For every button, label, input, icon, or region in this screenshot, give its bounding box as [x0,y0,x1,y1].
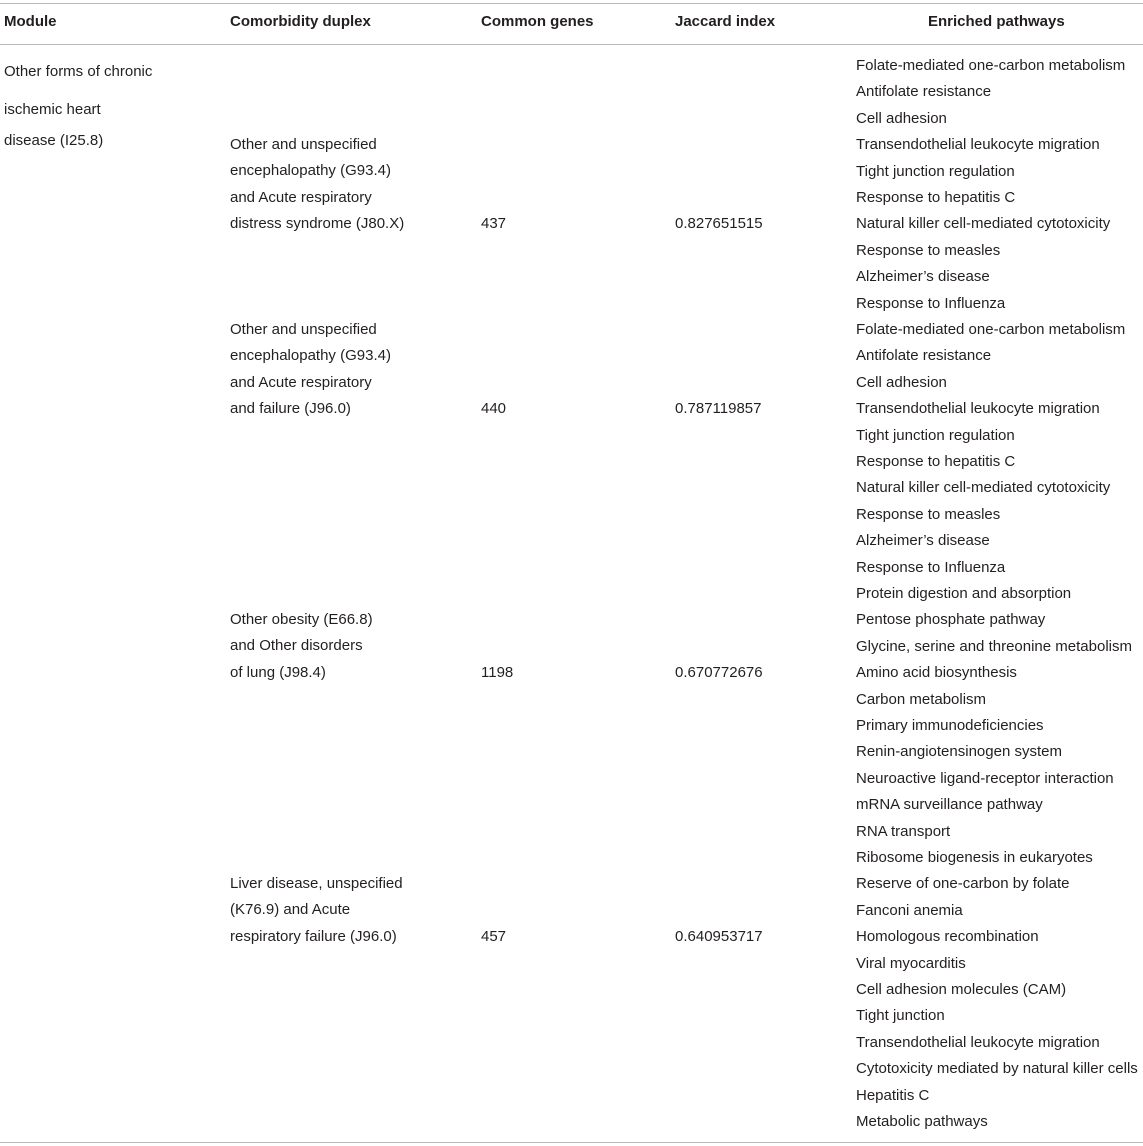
bottom-rule [0,1142,1143,1143]
header-rule [0,44,1143,45]
duplex-line: Liver disease, unspecified [230,875,403,892]
duplex-line: and Acute respiratory [230,373,372,391]
duplex-line: encephalopathy (G93.4) [230,347,391,365]
pathway-item: Transendothelial leukocyte migration [856,136,1100,154]
pathway-item: Viral myocarditis [856,954,966,972]
pathway-item: Tight junction regulation [856,426,1015,444]
pathway-item: Transendothelial leukocyte migration [856,400,1100,418]
pathway-item: Antifolate resistance [856,83,992,101]
pathway-item: Alzheimer’s disease [856,532,990,550]
jaccard-index-value: 0.827651515 [675,215,763,232]
pathway-item: Tight junction [856,1007,945,1025]
pathway-item: Alzheimer’s disease [856,268,990,286]
pathway-item: Metabolic pathways [856,1113,988,1131]
duplex-line: Other obesity (E66.8) [230,611,373,628]
pathway-item: Fanconi anemia [856,901,963,919]
common-genes-value: 437 [481,215,507,232]
duplex-line: and Acute respiratory [230,188,372,206]
duplex-cell [230,871,403,950]
duplex-line: encephalopathy (G93.4) [230,162,391,180]
pathway-item: Amino acid biosynthesis [856,664,1017,682]
pathway-item: Natural killer cell-mediated cytotoxicity [856,215,1111,233]
pathway-item: Homologous recombination [856,928,1039,946]
module-line: disease (I25.8) [4,132,104,149]
pathway-item: Response to hepatitis C [856,453,1016,471]
pathway-item: Response to measles [856,505,1001,523]
jaccard-index-value: 0.640953717 [675,928,763,945]
duplex-line: and Other disorders [230,637,363,655]
pathways-cell [856,317,1125,581]
top-rule [0,3,1143,4]
pathway-item: Hepatitis C [856,1086,930,1104]
duplex-line: Other and unspecified [230,321,377,338]
duplex-cell [230,317,391,423]
pathway-item: Tight junction regulation [856,162,1015,180]
pathway-item: Folate-mediated one-carbon metabolism [856,321,1126,338]
pathway-item: Pentose phosphate pathway [856,611,1046,629]
pathway-item: Folate-mediated one-carbon metabolism [856,57,1126,74]
header-module: Module [4,13,57,30]
common-genes-value: 440 [481,400,507,417]
pathways-cell [856,581,1132,845]
pathway-item: Protein digestion and absorption [856,585,1072,602]
pathway-item: Cell adhesion molecules (CAM) [856,981,1067,999]
pathway-item: Response to hepatitis C [856,189,1016,207]
pathway-item: mRNA surveillance pathway [856,796,1043,814]
header-jaccard-index: Jaccard index [675,13,776,30]
header-common-genes: Common genes [481,13,594,30]
pathway-item: Cell adhesion [856,109,947,127]
duplex-cell [230,607,373,686]
pathway-item: Neuroactive ligand-receptor interaction [856,769,1114,787]
module-line: ischemic heart [4,100,101,118]
pathway-item: Transendothelial leukocyte migration [856,1033,1100,1051]
jaccard-index-value: 0.670772676 [675,664,763,681]
pathway-item: Reserve of one-carbon by folate [856,875,1070,893]
pathway-item: Ribosome biogenesis in eukaryotes [856,849,1093,866]
duplex-line: distress syndrome (J80.X) [230,215,405,233]
pathways-cell [856,845,1138,1135]
duplex-line: of lung (J98.4) [230,663,326,681]
pathway-item: Renin-angiotensinogen system [856,743,1062,761]
pathway-item: Primary immunodeficiencies [856,717,1044,735]
pathway-item: Cytotoxicity mediated by natural killer cells [856,1060,1138,1078]
header-enriched-pathways: Enriched pathways [928,13,1065,30]
pathway-item: Glycine, serine and threonine metabolism [856,637,1132,655]
pathway-item: Response to measles [856,241,1001,259]
duplex-cell [230,132,404,238]
duplex-line: respiratory failure (J96.0) [230,927,397,945]
duplex-line: and failure (J96.0) [230,400,351,418]
duplex-line: Other and unspecified [230,136,377,153]
module-line: Other forms of chronic [4,63,153,80]
pathways-cell [856,53,1125,317]
duplex-line: (K76.9) and Acute [230,901,351,919]
pathway-item: Response to Influenza [856,294,1006,312]
pathway-item: Natural killer cell-mediated cytotoxicity [856,479,1111,497]
pathway-item: Response to Influenza [856,558,1006,576]
pathway-item: Carbon metabolism [856,690,987,708]
pathway-item: Antifolate resistance [856,347,992,365]
common-genes-value: 457 [481,928,507,945]
pathway-item: Cell adhesion [856,373,947,391]
pathway-item: RNA transport [856,822,951,840]
header-comorbidity-duplex: Comorbidity duplex [230,13,371,30]
module-cell [4,53,152,154]
common-genes-value: 1198 [481,664,514,681]
jaccard-index-value: 0.787119857 [675,400,762,417]
